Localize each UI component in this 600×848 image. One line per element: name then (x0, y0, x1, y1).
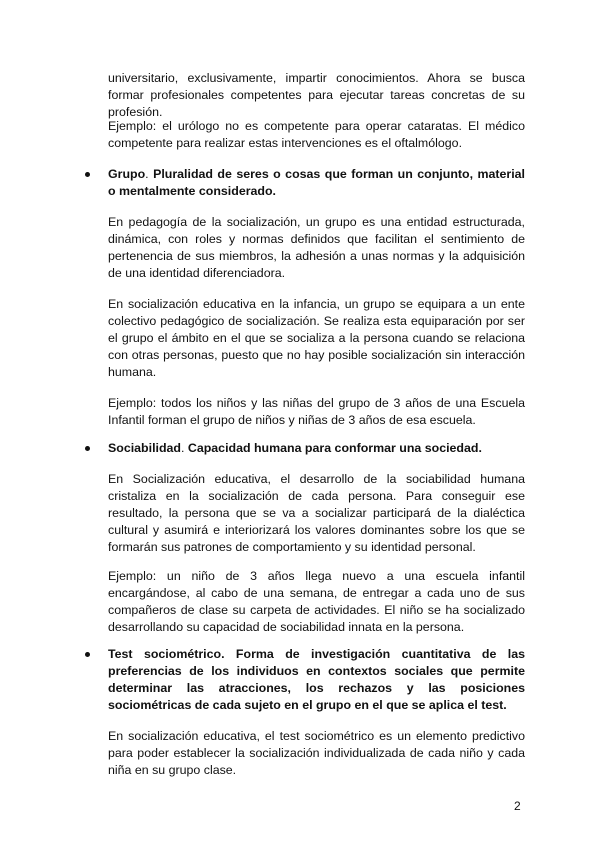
definition-test-sociometrico-text: Forma de investigación cuantitativa de las preferencias de los individuos en contextos sociales que permite determinar las atracciones, los rechazos y las posiciones sociométricas de cada sujeto en el grupo en el que se aplica el test. (108, 647, 525, 712)
term-grupo: Grupo (108, 167, 146, 181)
paragraph-urologist-example: Ejemplo: el urólogo no es competente para operar cataratas. El médico competente para realizar estas intervenciones es el oftalmólogo. (108, 119, 525, 150)
definition-test-sociometrico (108, 646, 525, 714)
definition-sociabilidad (108, 440, 525, 457)
paragraph-sociabilidad-example: Ejemplo: un niño de 3 años llega nuevo a una escuela infantil encargándose, al cabo de una semana, de entregar a cada uno de sus compañeros de clase su carpeta de actividades. El niño se ha socializado desarrollando su capacidad de sociabilidad innata en la persona. (108, 569, 525, 634)
definition-grupo-text: Pluralidad de seres o cosas que forman un conjunto, material o mentalmente considerado. (108, 167, 525, 198)
bullet-icon (85, 172, 90, 177)
term-separator: . (145, 167, 149, 181)
bullet-item-sociabilidad (82, 440, 525, 457)
bullet-item-test-sociometrico (82, 646, 525, 714)
paragraph-sociabilidad-development: En Socialización educativa, el desarrollo de la sociabilidad humana cristaliza en la socialización de cada persona. Para conseguir ese resultado, la persona que se va a socializar participará de la dialéctica cultural y asumirá e interiorizará los valores dominantes sobre los que se formarán sus patrones de comportamiento y su identidad personal. (108, 472, 525, 554)
term-test-sociometrico: Test sociométrico. (108, 647, 225, 661)
term-sociabilidad: Sociabilidad (108, 441, 181, 455)
page-number: 2 (514, 799, 521, 813)
definition-sociabilidad-text: Capacidad humana para conformar una sociedad. (184, 441, 482, 455)
bullet-icon (85, 652, 90, 657)
paragraph-grupo-childhood: En socialización educativa en la infancia, un grupo se equipara a un ente colectivo pedagógico de socialización. Se realiza esta equiparación por ser el grupo el ámbito en el que se socializa a la persona cuando se relaciona con otras personas, puesto que no hay posible socialización sin interacción humana. (108, 297, 525, 379)
paragraph-grupo-pedagogy: En pedagogía de la socialización, un grupo es una entidad estructurada, dinámica, con roles y normas definidos que facilitan el sentimiento de pertenencia de sus miembros, la adhesión a unas normas y la adquisición de una identidad diferenciadora. (108, 215, 525, 280)
paragraph-intro-continuation: universitario, exclusivamente, impartir conocimientos. Ahora se busca formar profesionales competentes para ejecutar tareas concretas de su profesión. (108, 71, 525, 119)
term-separator: . (180, 441, 185, 455)
bullet-icon (85, 446, 90, 451)
definition-grupo (108, 166, 525, 200)
bullet-item-grupo (82, 166, 525, 200)
paragraph-test-sociometrico-education: En socialización educativa, el test sociométrico es un elemento predictivo para poder establecer la socialización individualizada de cada niño y cada niña en su grupo clase. (108, 729, 525, 777)
paragraph-grupo-example: Ejemplo: todos los niños y las niñas del grupo de 3 años de una Escuela Infantil forman el grupo de niños y niñas de 3 años de esa escuela. (108, 396, 525, 427)
